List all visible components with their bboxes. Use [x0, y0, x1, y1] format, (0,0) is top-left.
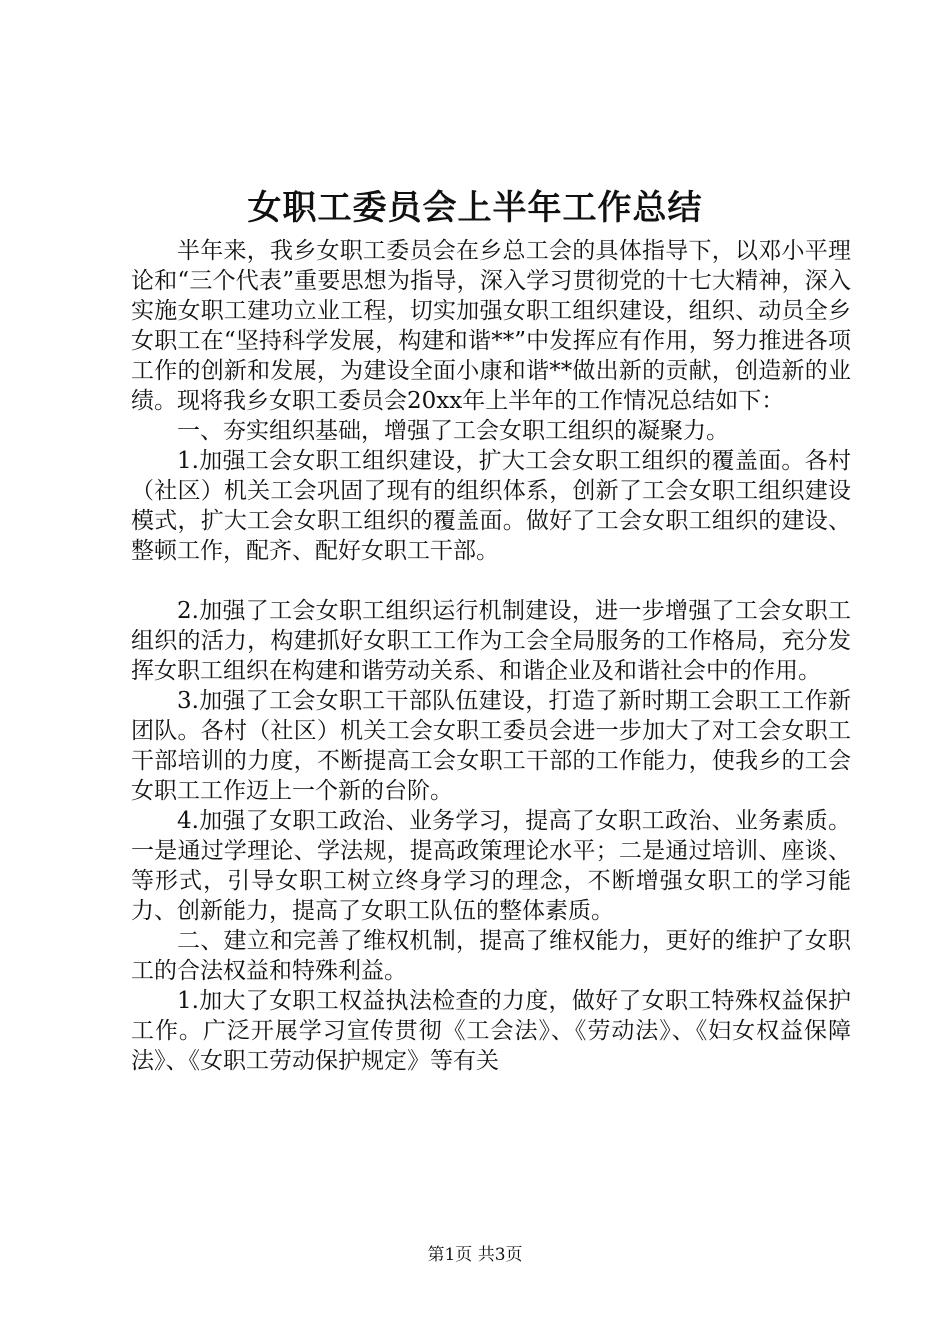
document-title: 女职工委员会上半年工作总结: [247, 188, 703, 228]
paragraph-item-1-2: 2.加强了工会女职工组织运行机制建设，进一步增强了工会女职工组织的活力，构建抓好女职工工作为工会全局服务的工作格局，充分发挥女职工组织在构建和谐劳动关系、和谐企业及和谐社会中的作用。: [131, 598, 851, 684]
page-number-footer: 第1页 共3页: [427, 1245, 523, 1265]
document-body: [131, 236, 851, 1076]
paragraph-section-2-heading: 二、建立和完善了维权机制，提高了维权能力，更好的维护了女职工的合法权益和特殊利益。: [131, 928, 851, 984]
paragraph-item-1-4: 4.加强了女职工政治、业务学习，提高了女职工政治、业务素质。一是通过学理论、学法规，提高政策理论水平；二是通过培训、座谈、等形式，引导女职工树立终身学习的理念，不断增强女职工的学习能力、创新能力，提高了女职工队伍的整体素质。: [131, 808, 851, 924]
paragraph-item-2-1: 1.加大了女职工权益执法检查的力度，做好了女职工特殊权益保护工作。广泛开展学习宣传贯彻《工会法》、《劳动法》、《妇女权益保障法》、《女职工劳动保护规定》等有关: [131, 988, 851, 1074]
paragraph-section-1-heading: 一、夯实组织基础，增强了工会女职工组织的凝聚力。: [177, 418, 729, 444]
paragraph-item-1-1: 1.加强工会女职工组织建设，扩大工会女职工组织的覆盖面。各村（社区）机关工会巩固了现有的组织体系，创新了工会女职工组织建设模式，扩大工会女职工组织的覆盖面。做好了工会女职工组织的建设、整顿工作，配齐、配好女职工干部。: [131, 448, 851, 564]
paragraph-intro: 半年来，我乡女职工委员会在乡总工会的具体指导下，以邓小平理论和“三个代表”重要思想为指导，深入学习贯彻党的十七大精神，深入实施女职工建功立业工程，切实加强女职工组织建设，组织、动员全乡女职工在“坚持科学发展，构建和谐**”中发挥应有作用，努力推进各项工作的创新和发展，为建设全面小康和谐**做出新的贡献，创造新的业绩。现将我乡女职工委员会20xx年上半年的工作情况总结如下：: [131, 238, 851, 414]
paragraph-item-1-3: 3.加强了工会女职工干部队伍建设，打造了新时期工会职工工作新团队。各村（社区）机关工会女职工委员会进一步加大了对工会女职工干部培训的力度，不断提高工会女职工干部的工作能力，使我乡的工会女职工工作迈上一个新的台阶。: [131, 688, 851, 804]
